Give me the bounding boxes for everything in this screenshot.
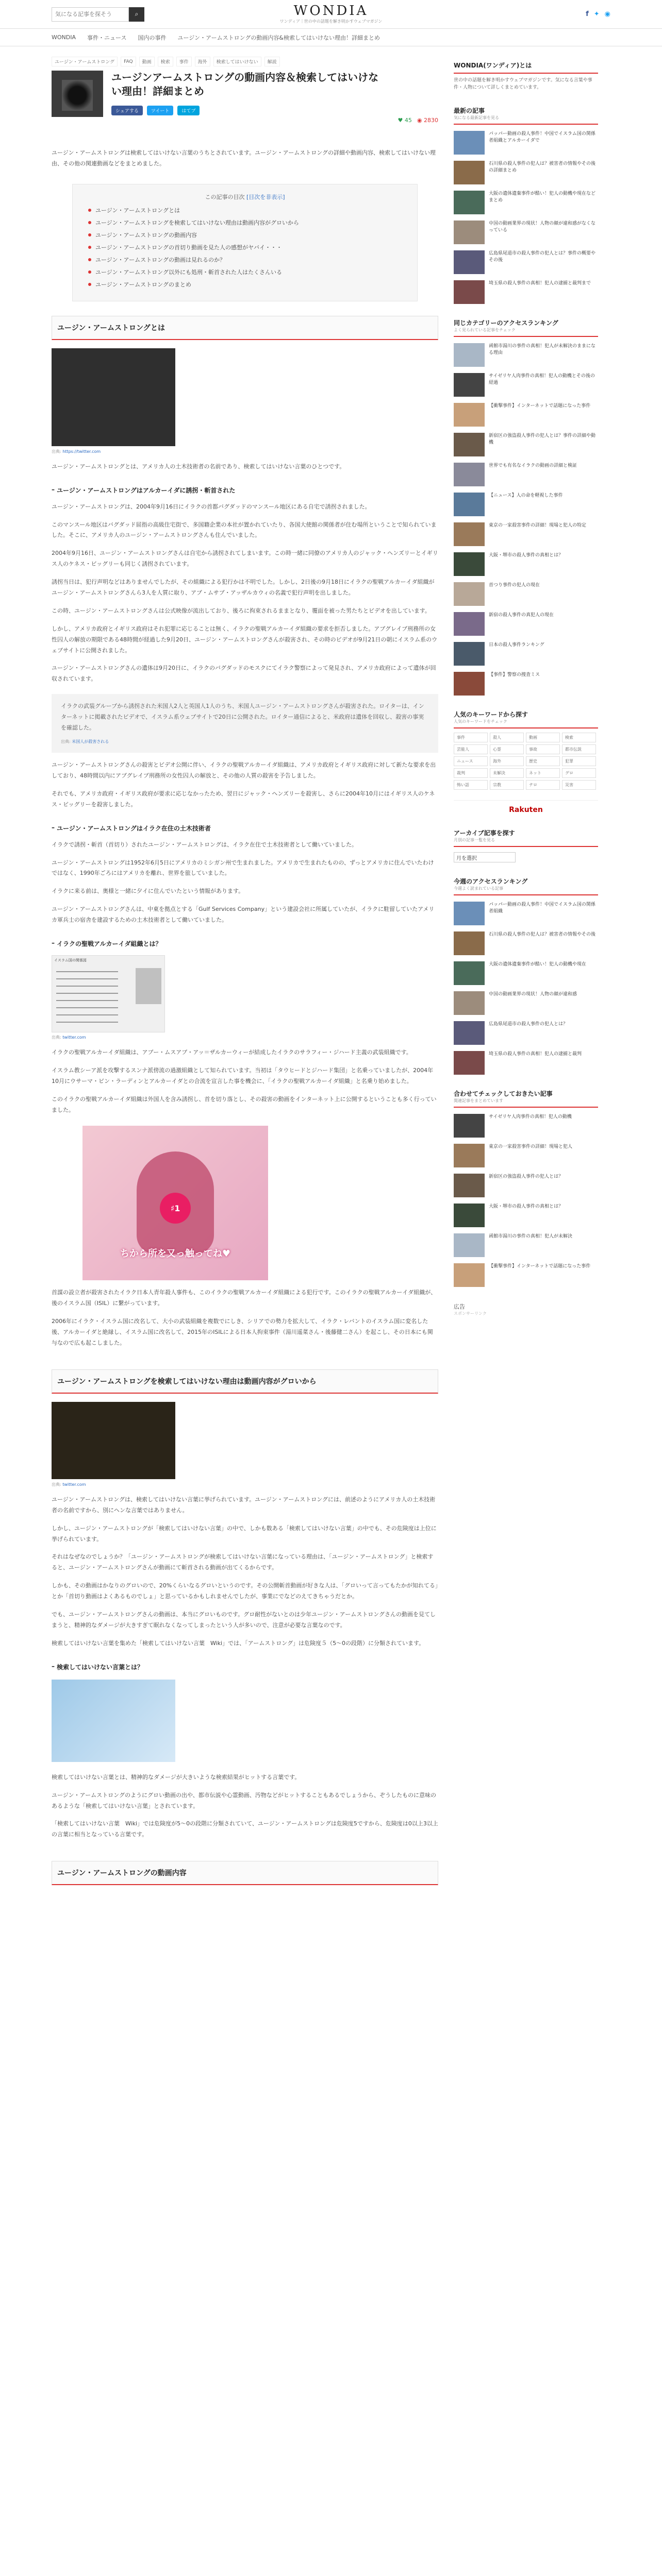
main-content: [52, 57, 438, 1885]
keyword-tag[interactable]: グロ: [562, 768, 596, 778]
paragraph: ユージン・アームストロングさんの殺害とビデオ公開に伴い、イラクの聖戦アルカーイダ組織は、アメリカ政府とイギリス政府に対して新たな要求を出しており、48時間以内にアブグレイブ刑務所の女性囚人の解放と、その他の人質の殺害を予告しました。: [52, 761, 436, 779]
quote-source: 出典: 米国人が殺害される: [61, 739, 109, 744]
item-thumbnail: [454, 1051, 485, 1075]
sidebar-heading: [454, 314, 598, 337]
list-item[interactable]: [454, 991, 598, 1015]
item-thumbnail: [454, 961, 485, 985]
monthly-list: [454, 902, 598, 1075]
article-stats: [398, 117, 438, 124]
list-item[interactable]: [454, 1051, 598, 1075]
item-thumbnail: [454, 1263, 485, 1287]
item-title: 新宿の殺人事件の真犯人の現在: [489, 612, 554, 618]
item-thumbnail: [454, 1144, 485, 1167]
list-item[interactable]: [454, 1021, 598, 1045]
paragraph: しかも、その動画はかなりのグロいので、20%くらいなるグロいというのです。その公開斬首動画が好きな人は、「グロいって言ってもたかが知れてる」とか「首切り動画はよくあるものでしょ」と思っているかもしれませんでしたが、事業にでなどのえてきちゃうだとか。: [52, 1582, 438, 1600]
top-bar: [0, 0, 662, 29]
item-title: サイゼリヤ人肉事件の真相！犯人の動機: [489, 1114, 572, 1120]
search-icon[interactable]: ⌕: [129, 7, 144, 22]
paragraph: ユージン・アームストロングさんの遺体は9月20日に、イラクのバグダッドのモスクにてイラク警察によって発見され、アメリカ政府によって遺体が回収されています。: [52, 665, 436, 683]
keyword-tag[interactable]: 殺人: [490, 733, 524, 742]
search-input[interactable]: [52, 7, 129, 22]
article-thumbnail: [52, 71, 103, 117]
hatena-button[interactable]: はてブ: [177, 106, 200, 115]
tweet-button[interactable]: ツイート: [147, 106, 174, 115]
item-title: 石川県の殺人事件の犯人は？被害者の情報やその後の詳細まとめ: [489, 161, 596, 173]
item-title: 新宿区の強盗殺人事件の犯人とは？事件の詳細や動機: [489, 433, 596, 445]
heading-text: アーカイブ記事を探す: [454, 829, 515, 837]
item-title: 【衝撃事件】インターネットで話題になった事件: [489, 1263, 591, 1269]
article-header: [52, 71, 438, 124]
table-of-contents: [72, 184, 418, 301]
paragraph: このイラクの聖戦アルカーイダ組織は外国人を含み誘拐し、首を切り落とし、その殺害の動画をインターネット上に公開するということも多く行っていました。: [52, 1095, 437, 1113]
paragraph: イスラム教シーア派を攻撃するスンナ派傍流の過激組織として知られています。当初は「タウヒードとジハード集団」と名乗っていましたが、2004年10月にウサーマ・ビン・ラーディンとアルカーイダとの合流を宣言した事を機会に、「イラクの聖戦アルカーイダ組織」と名乗り始めました。: [52, 1066, 434, 1084]
keyword-tag[interactable]: 裁判: [454, 768, 488, 778]
keyword-tag[interactable]: 宗教: [490, 780, 524, 790]
list-item[interactable]: [454, 582, 598, 606]
quote-source-link[interactable]: 米国人が殺害される: [72, 739, 109, 744]
item-title: 大阪の遺体遺棄事件が酷い！犯人の動機や現在などまとめ: [489, 191, 596, 203]
paragraph: 検索してはいけない言葉とは、精神的なダメージが大きいような検索結果がヒットする言葉です。: [52, 1773, 301, 1781]
toc-title-text: この記事の目次: [205, 193, 245, 200]
item-title: 函館市湯川の事件の真相！犯人が未解決のままになる理由: [489, 343, 596, 355]
item-thumbnail: [454, 403, 485, 427]
list-item[interactable]: [454, 522, 598, 546]
quote-block: [52, 694, 438, 753]
sidebar-heading: [454, 873, 598, 895]
keyword-tag[interactable]: 未解決: [490, 768, 524, 778]
item-title: 日本の殺人事件ランキング: [489, 642, 544, 648]
item-title: 首つり事件の犯人の現在: [489, 582, 540, 588]
item-title: 【事件】警察の捜査ミス: [489, 672, 540, 677]
caption-label: 出典: [52, 449, 60, 454]
list-item[interactable]: [454, 961, 598, 985]
heading-text: 人気のキーワードから探す: [454, 710, 528, 718]
tag[interactable]: 検索: [158, 57, 173, 66]
list-item[interactable]: [454, 280, 598, 304]
item-title: 埼玉県の殺人事件の真相！犯人の逮捕と裁判: [489, 1051, 582, 1057]
item-thumbnail: [454, 463, 485, 486]
keyword-tag[interactable]: 災害: [562, 780, 596, 790]
paragraph: ユージン・アームストロングは、検索してはいけない言葉に挙げられています。ユージン・アームストロングには、前述のようにアメリカ人の土木技術者の名前ですから、別にヘンな言葉ではありません。: [52, 1496, 436, 1514]
toc-item[interactable]: ユージン・アームストロングを検索してはいけない理由は動画内容がグロいから: [88, 218, 402, 227]
heading-sub: よく見られている記事をチェック: [454, 327, 516, 332]
tag-list: [52, 57, 438, 66]
paragraph: この時、ユージン・アームストロングさんは公式映像が流出しており、後ろに拘束されるままとなり、覆面を被った男たちとビデオを出しています。: [52, 607, 431, 614]
list-item[interactable]: [454, 161, 598, 184]
paragraph: イラクの聖戦アルカーイダ組織は、アブー・ムスアブ・アッ＝ザルカーウィーが結成したイラクのサラフィー・ジハード主義の武装組織です。: [52, 1049, 412, 1056]
list-item[interactable]: [454, 612, 598, 636]
list-item[interactable]: [454, 221, 598, 244]
list-item[interactable]: [454, 131, 598, 155]
item-thumbnail: [454, 672, 485, 696]
list-item[interactable]: [454, 250, 598, 274]
keyword-tag[interactable]: 都市伝説: [562, 744, 596, 754]
list-item[interactable]: [454, 902, 598, 925]
toc-item[interactable]: ユージン・アームストロングの動画内容: [88, 231, 402, 239]
keyword-tag[interactable]: 動画: [526, 733, 560, 742]
item-title: 中国の動画業界の現状！人物の顔が違和感がなくなっている: [489, 221, 596, 233]
toc-title: [88, 193, 402, 201]
paragraph: 「検索してはいけない言葉 Wiki」では危険度が5〜0の段階に分類されていて、ユージン・アームストロングは危険度5ですから、危険度は0以上3以上の言葉に相当となっている言葉です。: [52, 1820, 438, 1838]
ranking-list: [454, 343, 598, 696]
heading-text: 今週のアクセスランキング: [454, 877, 528, 885]
ad-badge: ♯1: [160, 1193, 191, 1224]
tag[interactable]: 動画: [139, 57, 155, 66]
toc-item[interactable]: ユージン・アームストロングの動画は見れるのか？: [88, 256, 402, 264]
item-thumbnail: [454, 1204, 485, 1227]
list-item[interactable]: [454, 493, 598, 516]
keyword-tag[interactable]: ニュース: [454, 756, 488, 766]
item-thumbnail: [454, 131, 485, 155]
caption-source-link[interactable]: twitter.com: [62, 1482, 86, 1487]
item-thumbnail: [454, 373, 485, 397]
article-image: [52, 348, 175, 454]
sidebar-heading: [454, 1085, 598, 1108]
ad-text: ちから所を又っ触ってね♥: [120, 1248, 231, 1260]
nav-item[interactable]: 事件・ニュース: [87, 34, 127, 41]
item-thumbnail: [454, 582, 485, 606]
keyword-tag[interactable]: 検索: [562, 733, 596, 742]
sidebar-heading: [454, 102, 598, 125]
item-thumbnail: [454, 1233, 485, 1257]
article-image: [52, 1402, 175, 1487]
tag[interactable]: 検索してはいけない: [213, 57, 261, 66]
heading-text: 合わせてチェックしておきたい記事: [454, 1090, 553, 1097]
keyword-tag[interactable]: 海外: [490, 756, 524, 766]
advertisement-banner[interactable]: [82, 1126, 268, 1280]
sidebar-heading: WONDIA(ワンディア)とは: [454, 57, 598, 74]
list-item[interactable]: [454, 433, 598, 456]
item-title: パッパー動画の殺人事件！中国でイスラム国の関係者組織: [489, 902, 595, 914]
paragraph: ユージン・アームストロングのようにグロい動画の出や、都市伝説や心霊動画、汚物などがヒットすることもあるでしょうから、ぞうしたものに意味のあるような「検索してはいけない言葉」とされています。: [52, 1791, 436, 1809]
item-thumbnail: [454, 522, 485, 546]
logo-text: WONDIA: [293, 3, 369, 19]
toc-item[interactable]: ユージン・アームストロング以外にも処刑・斬首された人はたくさんいる: [88, 268, 402, 276]
item-title: 大阪の遺体遺棄事件が酷い！犯人の動機や現在: [489, 961, 587, 967]
paragraph: 誘拐当日は、犯行声明などはありませんでしたが、その組織による犯行かは不明でした。しかし、2日後の9月18日にイラクの聖戦アルカーイダ組織がユージン・アームストロングさんら3人を人質に取り、アブ・ムサブ・アッザルカウィの名義で犯行声明を出しました。: [52, 579, 435, 597]
like-count: ♥ 45: [398, 117, 412, 124]
paragraph: 2004年9月16日、ユージン・アームストロングさんは自宅から誘拐されてしまいます。この時一緒に同僚のアメリカ人のジャック・ヘンズリーとイギリス人のケネス・ビッグリーも同じく誘拐されています。: [52, 550, 438, 568]
paragraph: 首謀の設立者が殺害されたイラク日本人青年殺人事件も、このイラクの聖戦アルカーイダ組織による犯行です。このイラクの聖戦アルカーイダ組織が、後のイスラム国（ISIL）に繋がっています。: [52, 1289, 437, 1307]
paragraph: しかし、ユージン・アームストロングが「検索してはいけない言葉」の中で、しかも数ある「検索してはいけない言葉」の中でも、その危険度は上位に挙げられています。: [52, 1524, 437, 1543]
heading-sub: 人気のキーワードをチェック: [454, 719, 507, 724]
item-title: 中国の動画業界の現状！人物の顔が違和感: [489, 991, 577, 997]
item-thumbnail: [454, 191, 485, 214]
list-item[interactable]: [454, 1114, 598, 1138]
article-image: [52, 1680, 175, 1762]
keyword-tag[interactable]: 事故: [526, 744, 560, 754]
item-title: 埼玉県の殺人事件の真相！犯人の逮捕と裁判まで: [489, 280, 591, 286]
facebook-share-button[interactable]: シェアする: [111, 106, 143, 115]
list-item[interactable]: [454, 1144, 598, 1167]
breadcrumb-nav: [0, 29, 662, 46]
list-item[interactable]: [454, 1263, 598, 1287]
toc-toggle[interactable]: [目次を非表示]: [246, 193, 285, 200]
ad-label: [454, 1302, 598, 1316]
feed-icon[interactable]: ◉: [604, 10, 610, 18]
item-thumbnail: [454, 493, 485, 516]
relationship-diagram: [52, 955, 165, 1032]
item-title: パッパー動画の殺人事件！中国でイスラム国の関係者組織とアルカーイダで: [489, 131, 595, 143]
keyword-tag[interactable]: 歴史: [526, 756, 560, 766]
item-title: 【衝撃事件】インターネットで話題になった事件: [489, 403, 591, 409]
paragraph: ユージン・アームストロングは、2004年9月16日にイラクの首都バグダッドのマンスール地区にある自宅で誘拐されました。: [52, 503, 371, 510]
intro-text: ユージン・アームストロングは検索してはいけない言葉のうちとされています。ユージン・アームストロングの詳細や動画内容、検索してはいけない理由、その他の関連動画などをまとめました。: [52, 149, 436, 167]
paragraph: このマンスール地区はバグダッド屈指の高級住宅街で、多国籍企業の本社が置かれていたり、各国大使館の関係者が住む場所ということで知られていました。そこに、アメリカ人のユージン・アームストロングさんも住んでいました。: [52, 521, 437, 539]
paragraph: それはなぜなのでしょうか？「ユージン・アームストロングが検索してはいけない言葉になっている理由は、「ユージン・アームストロング」と検索すると、ユージン・アームストロングさんが動画にて斬首される動画が出てくるからです。: [52, 1553, 434, 1571]
paragraph: ユージン・アームストロングとは、アメリカ人の土木技術者の名前であり、検索してはいけない言葉のひとつです。: [52, 463, 345, 470]
heading-text: 最新の記事: [454, 107, 485, 114]
view-count-value: 2830: [424, 117, 438, 124]
list-item[interactable]: [454, 1233, 598, 1257]
item-title: 大阪・堺市の殺人事件の真相とは？: [489, 552, 564, 558]
item-thumbnail: [454, 1021, 485, 1045]
subheading: – 検索してはいけない言葉とは？: [52, 1663, 438, 1671]
paragraph: でも、ユージン・アームストロングさんの動画は、本当にグロいものです。グロ耐性がないとのは少年ユージン・アームストロングさんの動画を見てしまうと、精神的なダメージが大きすぎて眠れなくなってしまったという人が多いので、注意が必要な言葉なのです。: [52, 1611, 436, 1629]
image-caption: 出典: twitter.com: [52, 1035, 86, 1040]
list-item[interactable]: [454, 642, 598, 666]
item-title: 東京の一家殺害事件の詳細！現場と犯人の特定: [489, 522, 587, 528]
about-text: 世の中の話題を解き明かすウェブマガジンです。気になる言葉や事件・人物について詳しくまとめています。: [454, 78, 592, 91]
tag[interactable]: FAQ: [121, 57, 136, 66]
item-thumbnail: [454, 1114, 485, 1138]
item-thumbnail: [454, 161, 485, 184]
toc-item[interactable]: ユージン・アームストロングのまとめ: [88, 280, 402, 289]
search-form: [52, 7, 144, 22]
paragraph: しかし、アメリカ政府とイギリス政府はそれ犯罪に応じることは無く、イラクの聖戦アルカーイダ組織の要求を拒否しました。アブグレイブ刑務所の女性囚人の解放の期限である48時間が経過した9月20日、ユージン・アームストロングさんが殺害され、その時のビデオが9月21日の朝にイスラム系のウェブサイトに公開されました。: [52, 625, 438, 654]
share-buttons: [111, 106, 379, 115]
list-item[interactable]: [454, 373, 598, 397]
paragraph: イラクに来る前は、奥様と一緒に夕イに住んでいたという情報があります。: [52, 888, 244, 895]
heading-sub: 今週よく読まれている記事: [454, 886, 503, 891]
diagram-title: イスラム国の関係図: [54, 958, 87, 963]
heading-sub: 気になる最新記事を見る: [454, 115, 499, 120]
tag[interactable]: 事件: [176, 57, 192, 66]
toc-item[interactable]: ユージン・アームストロングとは: [88, 206, 402, 214]
item-title: 東京の一家殺害事件の詳細！現場と犯人: [489, 1144, 573, 1149]
item-thumbnail: [454, 250, 485, 274]
tag[interactable]: 解説: [264, 57, 280, 66]
item-title: 大阪・堺市の殺人事件の真相とは？: [489, 1204, 564, 1209]
item-thumbnail: [454, 221, 485, 244]
item-title: 石川県の殺人事件の犯人は？被害者の情報やその後: [489, 931, 596, 937]
item-thumbnail: [454, 642, 485, 666]
list-item[interactable]: [454, 343, 598, 367]
sidebar-heading: [454, 706, 598, 728]
keyword-tag[interactable]: 怖い話: [454, 780, 488, 790]
view-count: ◉ 2830: [417, 117, 438, 124]
sidebar: [454, 57, 598, 1316]
paragraph: ユージン・アームストロングは1952年6月5日にアメリカのミシガン州で生まれました。アメリカで生まれたものの、ずっとアメリカに住んでいたわけではなく、1990年ごろにはアメリカを離れ、世界を旅していました。: [52, 859, 434, 877]
list-item[interactable]: [454, 672, 598, 696]
item-title: 【ニュース】人の命を軽視した事件: [489, 493, 563, 498]
heading-text: 同じカテゴリーのアクセスランキング: [454, 319, 558, 327]
list-item[interactable]: [454, 191, 598, 214]
item-thumbnail: [454, 280, 485, 304]
diagram-lines: [56, 971, 118, 1023]
item-title: 函館市湯川の事件の真相！犯人が未解決: [489, 1233, 573, 1239]
caption-source-link[interactable]: twitter.com: [62, 1035, 86, 1040]
list-item[interactable]: [454, 1174, 598, 1197]
site-logo[interactable]: [280, 3, 383, 24]
item-thumbnail: [454, 991, 485, 1015]
section-heading: ユージン・アームストロングを検索してはいけない理由は動画内容がグロいから: [52, 1369, 438, 1394]
subheading: – ユージン・アームストロングはイラク在住の土木技術者: [52, 824, 438, 833]
twitter-icon[interactable]: ✦: [593, 10, 600, 18]
image-caption: 出典: https://twitter.com: [52, 449, 101, 454]
item-thumbnail: [454, 1174, 485, 1197]
item-title: 広島県尾道市の殺人事件の犯人とは？: [489, 1021, 568, 1027]
paragraph: ユージン・アームストロングさんは、中東を拠点とする「Gulf Services Company」という建設会社に所属していたが、イラクに駐留していたアメリカ軍兵士の宿舎を建設するための土木技術者として働いていました。: [52, 906, 435, 924]
list-item[interactable]: [454, 403, 598, 427]
keyword-tag[interactable]: 犯罪: [562, 756, 596, 766]
facebook-icon[interactable]: f: [586, 10, 589, 18]
keyword-tag[interactable]: 芸能人: [454, 744, 488, 754]
toc-item[interactable]: ユージン・アームストロングの首切り動画を見た人の感想がヤバイ・・・: [88, 243, 402, 251]
list-item[interactable]: [454, 931, 598, 955]
list-item[interactable]: [454, 463, 598, 486]
ad-label-text: 広告: [454, 1303, 465, 1310]
keyword-tag[interactable]: 事件: [454, 733, 488, 742]
rakuten-banner[interactable]: Rakuten: [454, 800, 598, 814]
item-title: 広島県尾道市の殺人事件の犯人とは？事件の概要やその後: [489, 250, 596, 263]
nav-item: ユージン・アームストロングの動画内容&検索してはいけない理由！詳細まとめ: [177, 34, 380, 41]
latest-list: [454, 131, 598, 304]
paragraph: 検索してはいけない言葉を集めた「検索してはいけない言葉 Wiki」では、「アームストロング」は危険度５（5〜0の段階）に分類されています。: [52, 1639, 425, 1647]
paragraph: イラクで誘拐・斬首（首切り）されたユージン・アームストロングは、イラク在住で土木技術者として働いていました。: [52, 841, 357, 848]
subheading: – ユージン・アームストロングはアルカーイダに誘拐・斬首された: [52, 486, 438, 495]
sidebar-heading: [454, 824, 598, 847]
paragraph: それでも、アメリカ政府・イギリス政府が要求に応じなかったため、翌日にジャック・ヘンズリーを殺害し、さらに2004年10月にはイギリス人のケネス・ビッグリーを殺害しました。: [52, 790, 435, 808]
quote-text: イラクの武装グループから誘拐された米国人2人と英国人1人のうち、米国人ユージン・アームストロングさんが殺害された。ロイターは、インターネットに掲載されたビデオで、イスラム系ウェブサイトで20日に公開された。ロイター通信によると、米政府は遺体を回収し、殺害の事実を確認した。: [61, 703, 424, 732]
section-heading: ユージン・アームストロングとは: [52, 316, 438, 340]
social-links: [586, 10, 610, 18]
keyword-tag[interactable]: ネット: [526, 768, 560, 778]
quote-source-label: 出典: [61, 739, 69, 744]
related-list: [454, 1114, 598, 1287]
item-thumbnail: [454, 552, 485, 576]
article-title: ユージンアームストロングの動画内容＆検索してはいけない理由！詳細まとめ: [111, 71, 379, 97]
like-count-value: 45: [404, 117, 412, 124]
tag[interactable]: 海外: [195, 57, 210, 66]
ad-label-sub: スポンサーリンク: [454, 1311, 487, 1316]
nav-item[interactable]: WONDIA: [52, 34, 76, 41]
image-caption: 出典: twitter.com: [52, 1482, 86, 1487]
paragraph: 2006年にイラク・イスラム国に改名して、大小の武装組織を複数でにしき、シリアでの勢力を拡大して、イラク・レバントのイスラム国に変名した後、アルカーイダと絶縁し、イスラム国に改名して、2015年のISILによる日本人拘束事件（湯川遥菜さん・後藤健二さん）を起こし、その日本にも関与なので広も起こしました。: [52, 1318, 433, 1347]
heading-sub: 月別の記事一覧を見る: [454, 837, 495, 842]
item-thumbnail: [454, 433, 485, 456]
logo-subtitle: ワンディア｜世の中の話題を解き明かすウェブマガジン: [279, 19, 383, 24]
nav-item[interactable]: 国内の事件: [138, 34, 167, 41]
item-title: 世界でも有名なイラクの動画の詳細と検証: [489, 463, 577, 468]
keyword-tags: [454, 733, 598, 790]
list-item[interactable]: [454, 552, 598, 576]
keyword-tag[interactable]: テロ: [526, 780, 560, 790]
item-thumbnail: [454, 902, 485, 925]
tag[interactable]: ユージン・アームストロング: [52, 57, 118, 66]
item-thumbnail: [454, 343, 485, 367]
item-thumbnail: [454, 931, 485, 955]
section-heading: ユージン・アームストロングの動画内容: [52, 1861, 438, 1885]
keyword-tag[interactable]: 心霊: [490, 744, 524, 754]
item-title: サイゼリヤ人肉事件の真相！犯人の動機とその後の経過: [489, 373, 595, 385]
heading-sub: 関連記事をまとめています: [454, 1098, 503, 1103]
archive-select[interactable]: 月を選択: [454, 852, 516, 862]
diagram-photo: [136, 968, 161, 1004]
subheading: – イラクの聖戦アルカーイダ組織とは？: [52, 939, 438, 948]
list-item[interactable]: [454, 1204, 598, 1227]
caption-source-link[interactable]: https://twitter.com: [62, 449, 101, 454]
item-title: 新宿区の強盗殺人事件の犯人とは？: [489, 1174, 564, 1179]
item-thumbnail: [454, 612, 485, 636]
